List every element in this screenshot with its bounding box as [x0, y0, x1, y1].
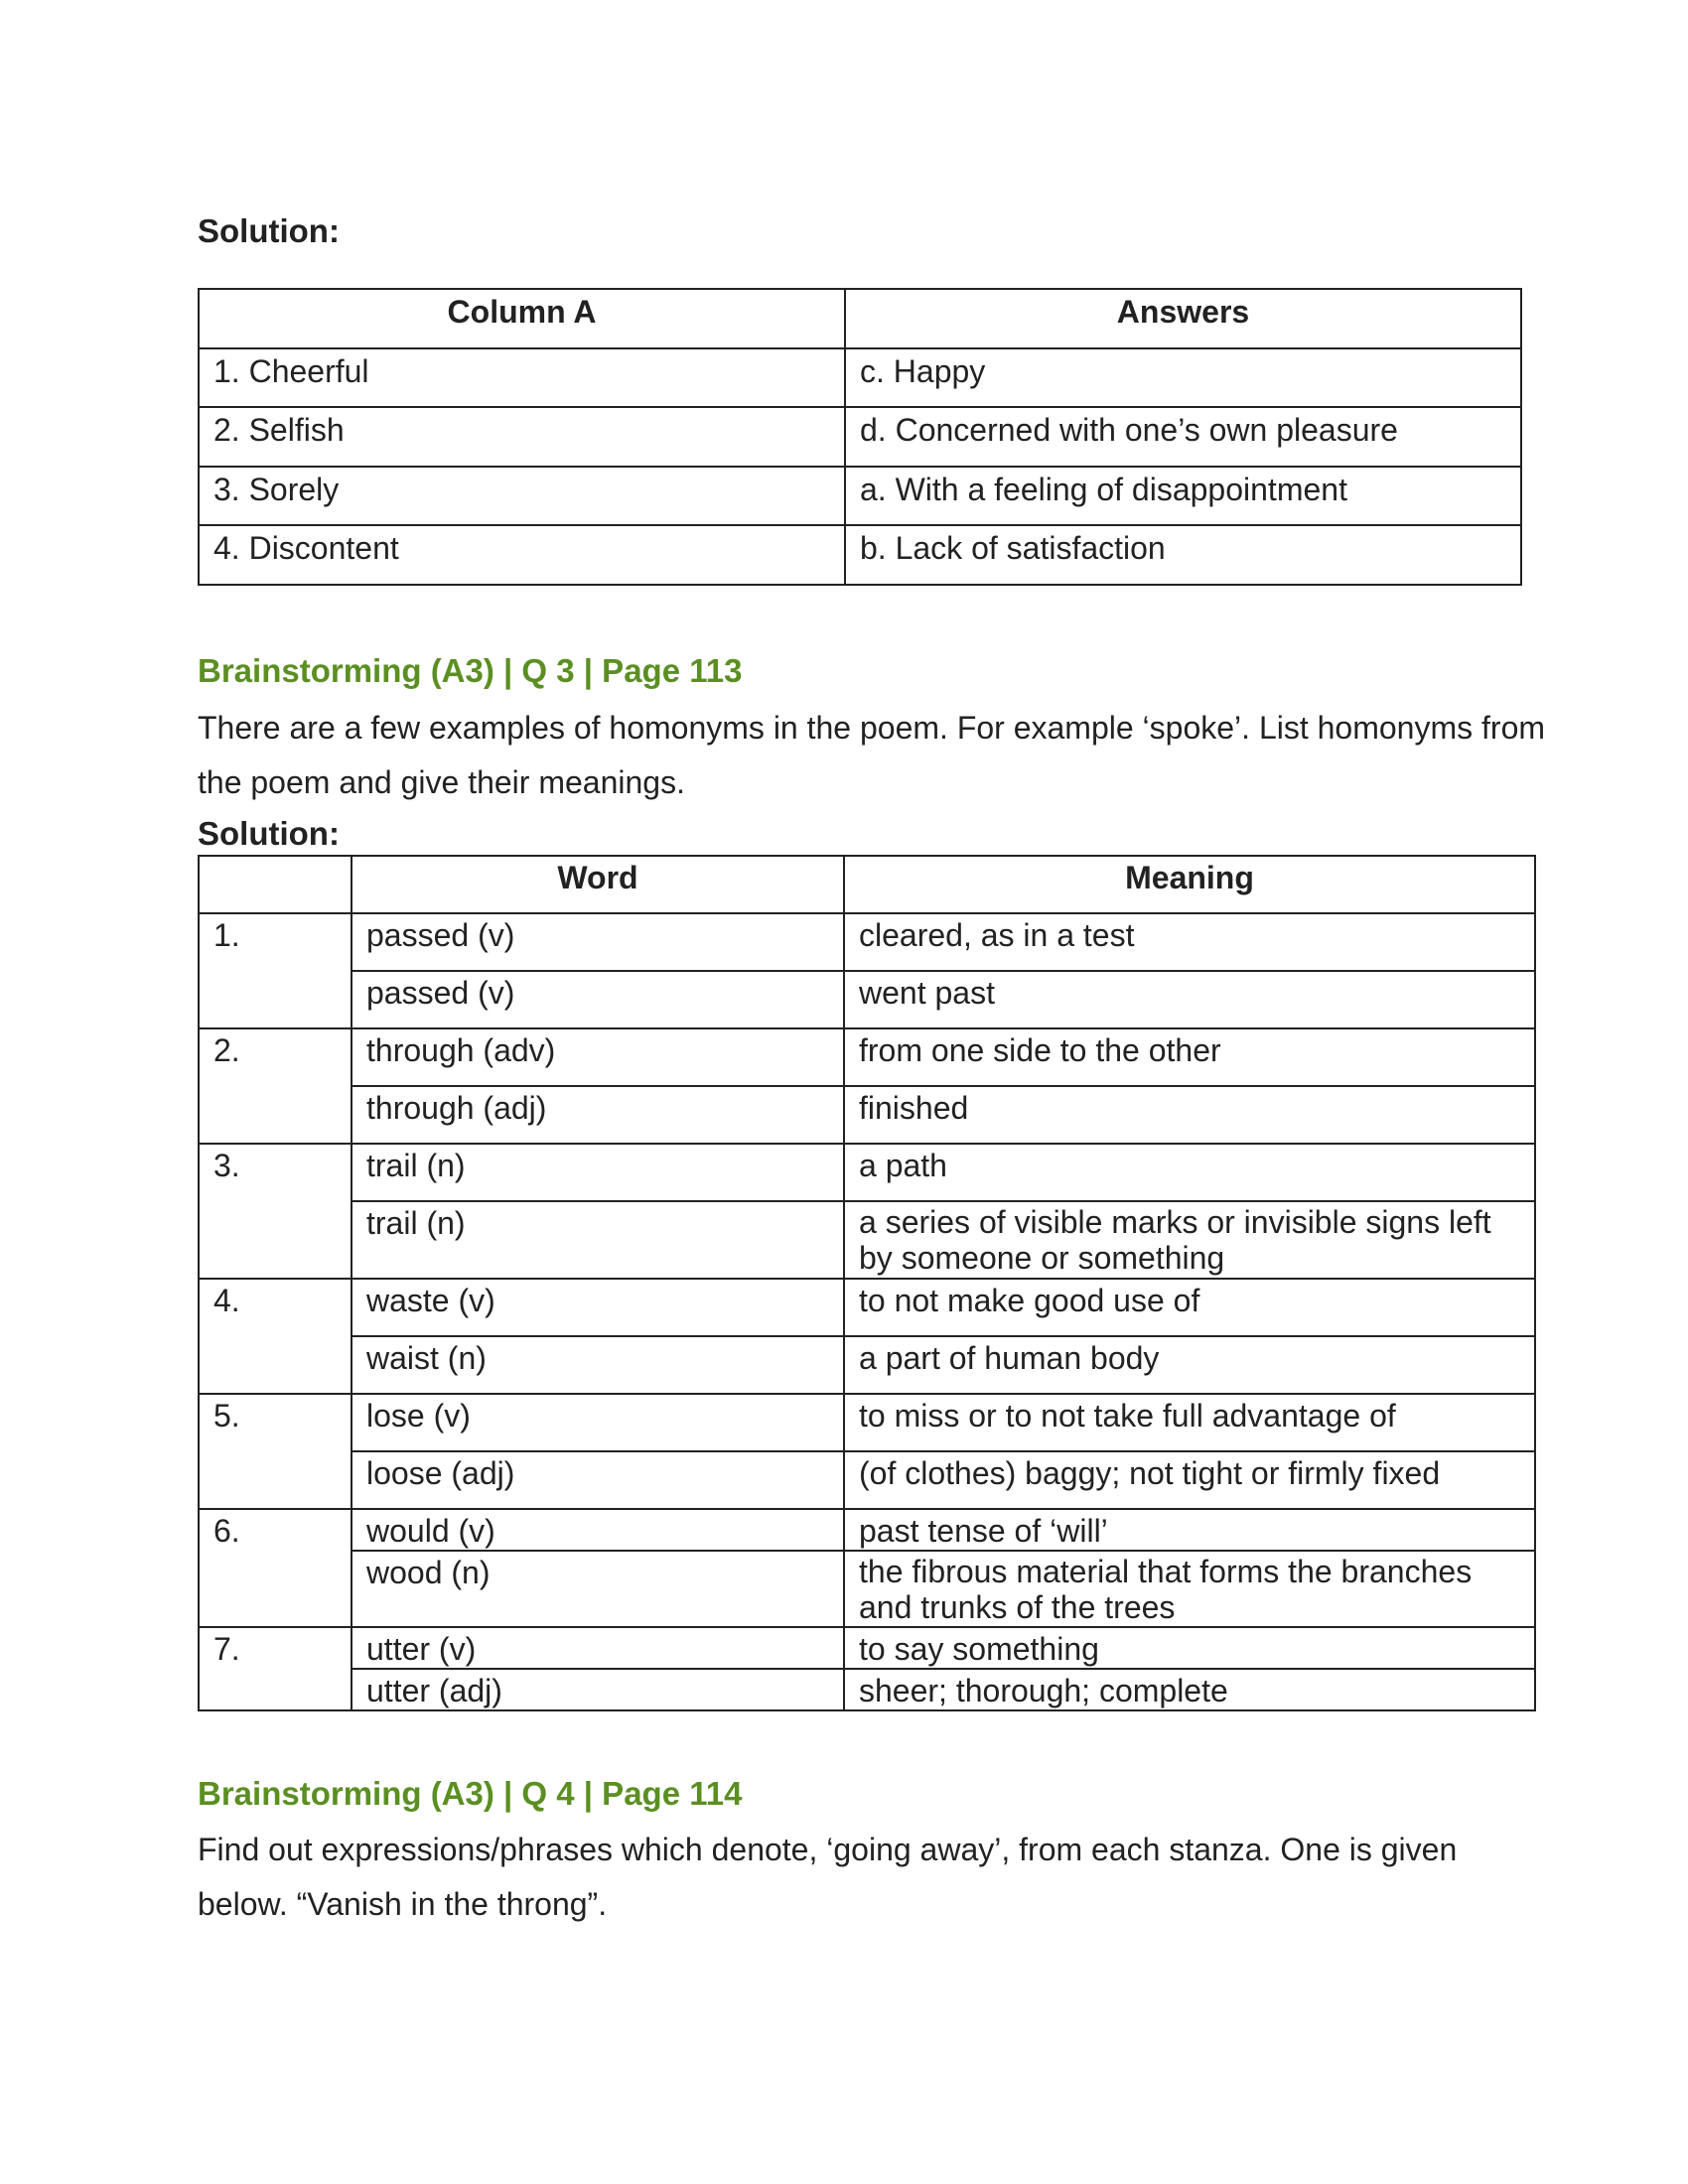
meaning-cell: the fibrous material that forms the branches and trunks of the trees [844, 1551, 1535, 1627]
table-row [199, 1028, 1535, 1086]
meaning-cell: went past [844, 971, 1535, 1028]
table-row [199, 348, 1521, 408]
table-row [199, 1451, 1535, 1509]
meaning-cell: past tense of ‘will’ [844, 1509, 1535, 1551]
column-a-cell: 4. Discontent [199, 525, 845, 585]
meaning-cell: to not make good use of [844, 1279, 1535, 1336]
column-a-header: Column A [199, 289, 845, 348]
word-cell: waste (v) [352, 1279, 844, 1336]
group-number: 5. [199, 1394, 352, 1509]
word-cell: loose (adj) [352, 1451, 844, 1509]
answer-cell: b. Lack of satisfaction [845, 525, 1521, 585]
meaning-cell: to say something [844, 1627, 1535, 1669]
word-cell: lose (v) [352, 1394, 844, 1451]
table-row [199, 1509, 1535, 1551]
word-cell: passed (v) [352, 913, 844, 971]
q4-question: Find out expressions/phrases which denote, ‘going away’, from each stanza. One is given below. “Vanish in the throng”. [198, 1832, 1458, 1922]
group-number: 3. [199, 1144, 352, 1279]
word-header: Word [352, 856, 844, 913]
table-row [199, 407, 1521, 467]
column-a-cell: 3. Sorely [199, 467, 845, 526]
table-row [199, 1144, 1535, 1201]
table-row [199, 913, 1535, 971]
word-cell: through (adv) [352, 1028, 844, 1086]
group-number: 1. [199, 913, 352, 1028]
answer-cell: a. With a feeling of disappointment [845, 467, 1521, 526]
table-row [199, 1394, 1535, 1451]
solution-label: Solution: [198, 212, 340, 249]
meaning-cell: cleared, as in a test [844, 913, 1535, 971]
table-row [199, 525, 1521, 585]
meaning-cell: sheer; thorough; complete [844, 1669, 1535, 1710]
group-number: 4. [199, 1279, 352, 1394]
word-cell: utter (adj) [352, 1669, 844, 1710]
word-cell: wood (n) [352, 1551, 844, 1627]
word-cell: utter (v) [352, 1627, 844, 1669]
table-row [199, 1086, 1535, 1144]
meaning-cell: (of clothes) baggy; not tight or firmly fixed [844, 1451, 1535, 1509]
meaning-cell: to miss or to not take full advantage of [844, 1394, 1535, 1451]
column-a-cell: 1. Cheerful [199, 348, 845, 408]
table-row [199, 1551, 1535, 1627]
word-cell: trail (n) [352, 1201, 844, 1279]
group-number: 7. [199, 1627, 352, 1710]
table-row [199, 1627, 1535, 1669]
answers-header: Answers [845, 289, 1521, 348]
table-row [199, 1279, 1535, 1336]
table-row [199, 467, 1521, 526]
q3-solution-label: Solution: [198, 815, 340, 852]
q4-heading: Brainstorming (A3) | Q 4 | Page 114 [198, 1775, 743, 1812]
matching-table [198, 288, 1522, 586]
table-row [199, 1201, 1535, 1279]
homonyms-table [198, 855, 1536, 1711]
word-cell: trail (n) [352, 1144, 844, 1201]
table-row [199, 971, 1535, 1028]
table-row [199, 1336, 1535, 1394]
meaning-cell: finished [844, 1086, 1535, 1144]
group-number: 2. [199, 1028, 352, 1144]
group-number: 6. [199, 1509, 352, 1627]
number-header [199, 856, 352, 913]
meaning-cell: a series of visible marks or invisible signs left by someone or something [844, 1201, 1535, 1279]
q3-heading: Brainstorming (A3) | Q 3 | Page 113 [198, 652, 743, 689]
word-cell: waist (n) [352, 1336, 844, 1394]
word-cell: through (adj) [352, 1086, 844, 1144]
meaning-header: Meaning [844, 856, 1535, 913]
word-cell: would (v) [352, 1509, 844, 1551]
meaning-cell: a path [844, 1144, 1535, 1201]
table-row [199, 1669, 1535, 1710]
meaning-cell: from one side to the other [844, 1028, 1535, 1086]
word-cell: passed (v) [352, 971, 844, 1028]
q3-question: There are a few examples of homonyms in the poem. For example ‘spoke’. List homonyms from the poem and give their meanings. [198, 710, 1546, 800]
meaning-cell: a part of human body [844, 1336, 1535, 1394]
column-a-cell: 2. Selfish [199, 407, 845, 467]
answer-cell: d. Concerned with one’s own pleasure [845, 407, 1521, 467]
answer-cell: c. Happy [845, 348, 1521, 408]
table-header-row [199, 289, 1521, 348]
table-header-row [199, 856, 1535, 913]
